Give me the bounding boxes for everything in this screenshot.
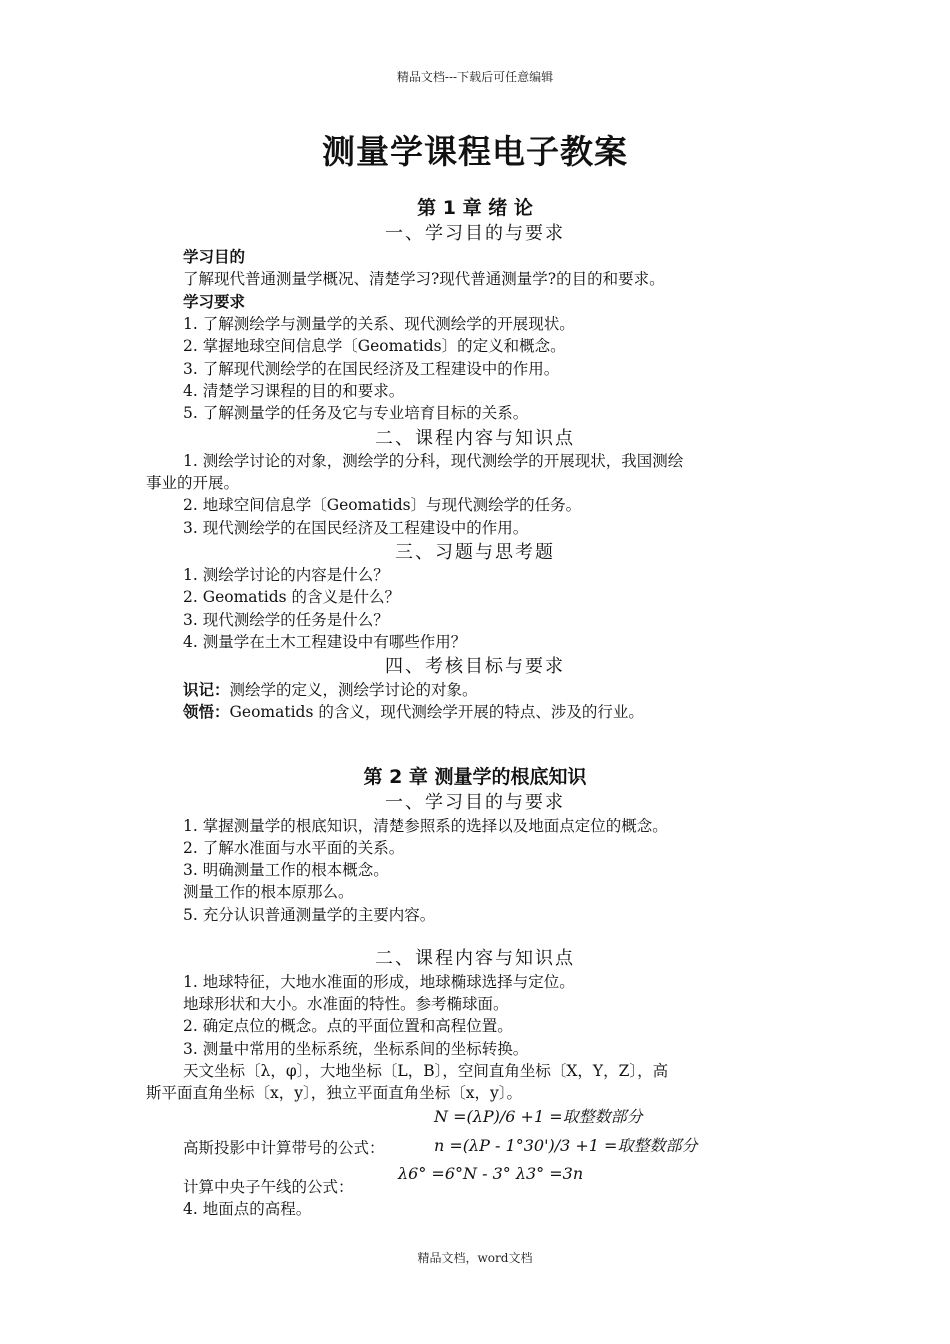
list-item: 2. 地球空间信息学〔Geomatids〕与现代测绘学的任务。 [183, 496, 582, 514]
recall-label: 识记： [183, 681, 230, 699]
coordinate-systems-line: 天文坐标〔λ，φ〕，大地坐标〔L，B〕，空间直角坐标〔X，Y，Z〕，高 [183, 1062, 669, 1080]
list-item: 4. 测量学在土木工程建设中有哪些作用？ [183, 633, 467, 651]
list-item: 1. 地球特征，大地水准面的形成，地球椭球选择与定位。 [183, 973, 575, 991]
list-item: 3. 现代测绘学的在国民经济及工程建设中的作用。 [183, 519, 529, 537]
list-item-continuation: 事业的开展。 [146, 474, 240, 492]
ch1-recall-line [183, 678, 478, 700]
list-item: 4. 清楚学习课程的目的和要求。 [183, 382, 405, 400]
recall-text: 测绘学的定义，测绘学讨论的对象。 [229, 681, 478, 699]
list-item: 2. 确定点位的概念。点的平面位置和高程位置。 [183, 1017, 513, 1035]
list-item: 2. 掌握地球空间信息学〔Geomatids〕的定义和概念。 [183, 337, 566, 355]
chapter-2-title: 第 2 章 测量学的根底知识 [363, 766, 587, 788]
ch1-requirements-label: 学习要求 [183, 293, 246, 311]
chapter-1-title: 第 1 章 绪 论 [417, 197, 533, 219]
ch1-section-2-heading: 二、课程内容与知识点 [375, 428, 575, 449]
gauss-zone-label: 高斯投影中计算带号的公式： [183, 1139, 385, 1157]
list-item: 1. 测绘学讨论的内容是什么？ [183, 566, 389, 584]
ch2-section-2-heading: 二、课程内容与知识点 [375, 948, 575, 969]
list-item: 5. 了解测量学的任务及它与专业培育目标的关系。 [183, 404, 529, 422]
central-meridian-label: 计算中央子午线的公式： [183, 1178, 354, 1196]
list-item: 5. 充分认识普通测量学的主要内容。 [183, 906, 436, 924]
list-item: 2. 了解水准面与水平面的关系。 [183, 839, 405, 857]
list-item: 3. 测量中常用的坐标系统，坐标系间的坐标转换。 [183, 1040, 529, 1058]
page-title: 测量学课程电子教案 [322, 132, 628, 171]
list-item: 地球形状和大小。水准面的特性。参考椭球面。 [183, 995, 509, 1013]
list-item: 3. 现代测绘学的任务是什么？ [183, 611, 389, 629]
ch1-section-3-heading: 三、习题与思考题 [395, 542, 555, 563]
zone-formula-3deg: n =(λP - 1°30')/3 +1 =取整数部分 [434, 1136, 698, 1155]
ch1-goal-text: 了解现代普通测量学概况、清楚学习?现代普通测量学?的目的和要求。 [183, 270, 665, 288]
list-item: 3. 明确测量工作的根本概念。 [183, 861, 389, 879]
understand-text: Geomatids 的含义，现代测绘学开展的特点、涉及的行业。 [229, 703, 644, 721]
page-header: 精品文档---下载后可任意编辑 [396, 70, 554, 84]
ch1-goal-label: 学习目的 [183, 248, 246, 266]
list-item: 1. 了解测绘学与测量学的关系、现代测绘学的开展现状。 [183, 315, 575, 333]
coordinate-systems-continuation: 斯平面直角坐标〔x，y〕，独立平面直角坐标〔x，y〕。 [146, 1084, 522, 1102]
list-item: 测量工作的根本原那么。 [183, 883, 354, 901]
ch1-section-4-heading: 四、考核目标与要求 [385, 656, 565, 677]
list-item: 3. 了解现代测绘学的在国民经济及工程建设中的作用。 [183, 360, 560, 378]
list-item: 2. Geomatids 的含义是什么？ [183, 588, 401, 606]
page-footer: 精品文档，word文档 [417, 1251, 533, 1265]
list-item: 1. 掌握测量学的根底知识，清楚参照系的选择以及地面点定位的概念。 [183, 817, 668, 835]
central-meridian-formula: λ6° =6°N - 3° λ3° =3n [398, 1164, 584, 1183]
understand-label: 领悟： [183, 703, 230, 721]
ch1-understand-line [183, 700, 644, 722]
ch2-section-1-heading: 一、学习目的与要求 [385, 792, 565, 813]
list-item: 4. 地面点的高程。 [183, 1200, 312, 1218]
zone-formula-6deg: N =(λP)/6 +1 =取整数部分 [434, 1107, 643, 1126]
list-item: 1. 测绘学讨论的对象，测绘学的分科，现代测绘学的开展现状，我国测绘 [183, 452, 684, 470]
ch1-section-1-heading: 一、学习目的与要求 [385, 223, 565, 244]
